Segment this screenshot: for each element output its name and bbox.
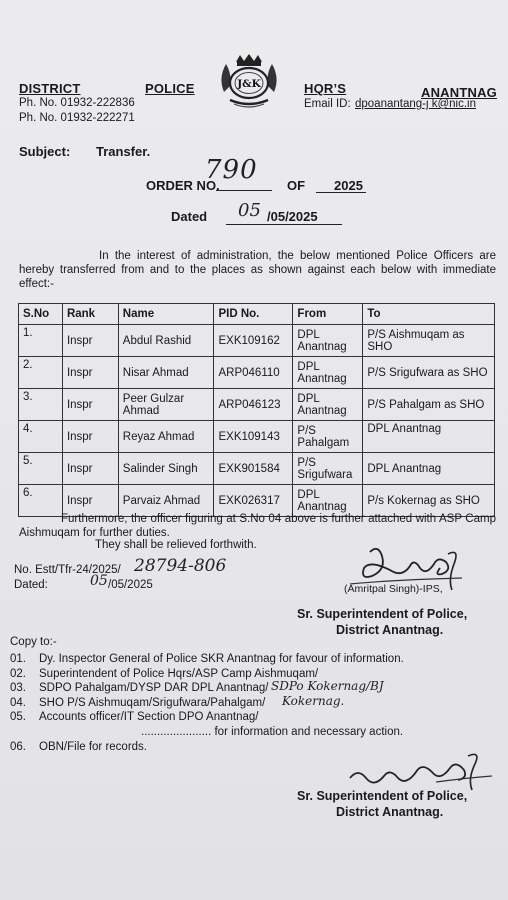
copy-item-number: 01. [10,653,26,665]
copy-item-text: OBN/File for records. [39,741,147,753]
cell-pid: EXK109162 [214,325,293,357]
cell-rank: Inspr [62,453,118,485]
cell-name: Nisar Ahmad [118,357,214,389]
cell-from-line1: DPL [297,392,320,405]
cell-from-line2: Anantnag [297,404,347,417]
cell-from-line2: Anantnag [297,500,347,513]
cell-name-line2: Ahmad [122,404,160,417]
cell-from [293,453,363,485]
cell-sno: 4. [19,421,63,453]
cell-from-line1: DPL [297,328,320,341]
email-label: Email ID: [304,98,351,110]
copy-item-text: SHO P/S Aishmuqam/Srigufwara/Pahalgam/ [39,697,266,709]
intro-paragraph: In the interest of administration, the below mentioned Police Officers are hereby transferred from and to the places as shown against each below with immediate effect:- [19,250,496,290]
cell-rank: Inspr [62,485,118,517]
cell-from [293,421,363,453]
phone-2: Ph. No. 01932-222271 [19,112,135,124]
cell-pid: EXK901584 [214,453,293,485]
cell-pid: EXK109143 [214,421,293,453]
col-header-name: Name [118,304,214,325]
dated-line [226,224,342,225]
cell-sno: 1. [19,325,63,357]
cell-pid: ARP046123 [214,389,293,421]
copy-item-text: Dy. Inspector General of Police SKR Anantnag for favour of information. [39,653,404,665]
cell-pid: EXK026317 [214,485,293,517]
table-row [19,325,495,357]
cell-name: Abdul Rashid [118,325,214,357]
cell-to-line1: P/S Aishmuqam as [367,328,465,341]
cell-from-line2: Pahalgam [297,436,350,449]
cell-to: P/s Kokernag as SHO [363,485,495,517]
cell-rank: Inspr [62,389,118,421]
cell-from [293,357,363,389]
order-prefix: ORDER NO. [146,178,220,193]
table-row [19,357,495,389]
col-header-rank: Rank [62,304,118,325]
phone-1: Ph. No. 01932-222836 [19,97,135,109]
signature-1-name: (Amritpal Singh)-IPS, [344,583,443,595]
endorsement-dated-label: Dated: [14,579,48,591]
emblem-text: J&K [237,78,261,90]
cell-from-line1: P/S [297,456,316,469]
header-anantnag: ANANTNAG [421,85,497,100]
cell-rank: Inspr [62,357,118,389]
cell-from-line1: DPL [297,488,320,501]
col-header-to: To [363,304,495,325]
subject-label: Subject: [19,144,71,159]
order-year-line [316,192,366,193]
col-header-pid: PID No. [214,304,293,325]
email-value: dpoanantang-j k@nic.in [355,98,477,110]
cell-to: P/S Pahalgam as SHO [363,389,495,421]
cell-name: Reyaz Ahmad [118,421,214,453]
cell-rank: Inspr [62,421,118,453]
cell-from [293,389,363,421]
cell-from-line1: P/S [297,424,316,437]
signature-1-district: District Anantnag. [336,623,444,637]
copy-item-number: 02. [10,668,26,680]
table-row [19,421,495,453]
cell-name [118,389,214,421]
cell-rank: Inspr [62,325,118,357]
order-year: 2025 [334,178,363,193]
table-header-row [19,304,495,325]
endorsement-no-label: No. Estt/Tfr-24/2025/ [14,564,121,576]
copy-item-number: 04. [10,697,26,709]
copy-item-number: 05. [10,711,26,723]
signature-2-title: Sr. Superintendent of Police, [297,789,468,803]
cell-to: DPL Anantnag [363,453,495,485]
header-district: DISTRICT [19,81,81,96]
jk-police-emblem [214,52,284,108]
table-row [19,389,495,421]
cell-pid: ARP046110 [214,357,293,389]
copy-item-number: 03. [10,682,26,694]
header-police: POLICE [145,81,195,96]
cell-to: P/S Srigufwara as SHO [363,357,495,389]
cell-sno: 2. [19,357,63,389]
cell-to: DPL Anantnag [363,421,495,453]
cell-to-line2: SHO [367,340,393,353]
cell-sno: 3. [19,389,63,421]
cell-sno: 6. [19,485,63,517]
cell-from-line2: Anantnag [297,340,347,353]
subject-value: Transfer. [96,144,151,159]
table-row [19,453,495,485]
relieved-text: They shall be relieved forthwith. [95,539,257,551]
copy-item-text: Superintendent of Police Hqrs/ASP Camp Aishmuqam/ [39,668,319,680]
cell-name-line1: Peer Gulzar [122,392,185,405]
dated-day-handwritten: 05 [238,200,261,221]
cell-to [363,325,495,357]
copy-item-text: SDPO Pahalgam/DYSP DAR DPL Anantnag/ [39,682,269,694]
cell-name: Parvaiz Ahmad [118,485,214,517]
copy-item-handwritten-note: SDPo Kokernag/BJ [271,679,384,693]
copy-item-handwritten-note: Kokernag. [282,694,345,708]
col-header-from: From [293,304,363,325]
header-hqrs: HQR’S [304,81,347,96]
endorsement-no-handwritten: 28794-806 [134,556,227,576]
cell-from-line2: Anantnag [297,372,347,385]
endorsement-dated-rest: /05/2025 [108,579,153,591]
copy-to-label: Copy to:- [10,636,57,648]
col-header-sno: S.No [19,304,63,325]
cell-from-line2: Srigufwara [297,468,353,481]
cell-name: Salinder Singh [118,453,214,485]
dated-rest: /05/2025 [267,209,318,224]
cell-from-line1: DPL [297,360,320,373]
copy-info-line: ...................... for information and necessary action. [141,726,404,738]
copy-item-text: Accounts officer/IT Section DPO Anantnag/ [39,711,259,723]
signature-2-district: District Anantnag. [336,805,444,819]
order-of: OF [287,178,306,193]
transfer-table [18,303,495,517]
copy-item-number: 06. [10,741,26,753]
signature-1-title: Sr. Superintendent of Police, [297,607,468,621]
order-number-handwritten: 790 [205,155,258,185]
furthermore-paragraph: Furthermore, the officer figuring at S.No 04 above is further attached with ASP Camp Aishmuqam for further duties. [19,513,496,539]
order-number-line [216,190,272,191]
cell-sno: 5. [19,453,63,485]
dated-label: Dated [171,209,208,224]
endorsement-dated-handwritten: 05 [90,573,108,589]
cell-from [293,325,363,357]
